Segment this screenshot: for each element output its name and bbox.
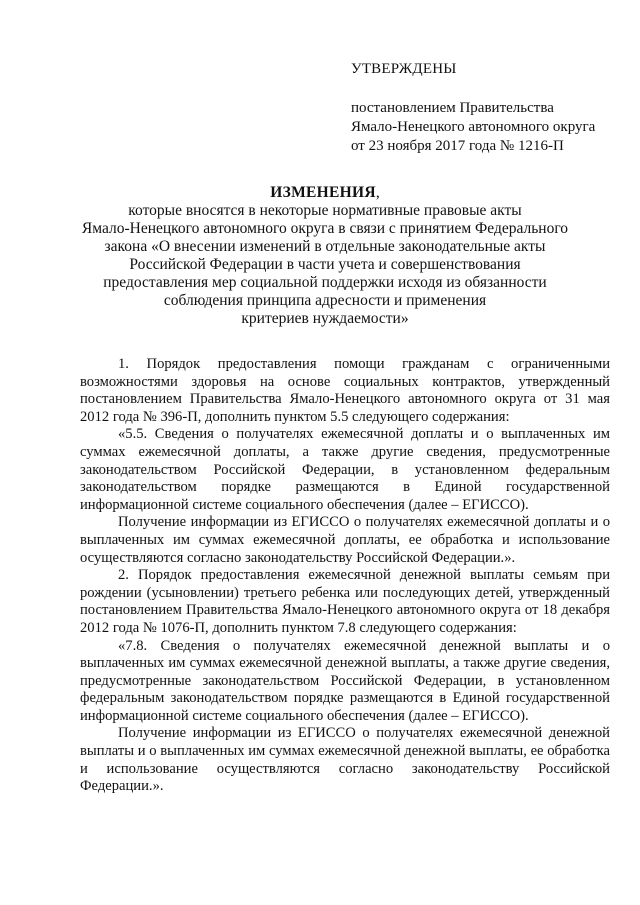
title-subline: предоставления мер социальной поддержки исходя из обязанности bbox=[103, 274, 547, 291]
approval-block bbox=[351, 60, 621, 156]
title-main-suffix: , bbox=[375, 184, 380, 201]
paragraph-egisso-info-1: Получение информации из ЕГИССО о получателях ежемесячной доплаты и о выплаченных им суммах ежемесячной доплаты, ее обработка и использование осуществляются согласно законодательству Российской Федерации.». bbox=[80, 514, 610, 566]
document-title bbox=[60, 184, 590, 328]
title-subline: закона «О внесении изменений в отдельные законодательные акты bbox=[104, 238, 546, 255]
title-subline: соблюдения принципа адресности и применения bbox=[163, 292, 487, 309]
approval-line: от 23 ноября 2017 года № 1216-П bbox=[351, 138, 564, 154]
paragraph-point-7-8: «7.8. Сведения о получателях ежемесячной денежной выплаты и о выплаченных им суммах ежемесячной денежной выплаты, а также другие сведения, предусмотренные законодательством Российской Федерации, в установленном федеральным законодательством порядке размещаются в Единой государственной информационной системе социального обеспечения (далее – ЕГИССО). bbox=[80, 637, 610, 724]
approval-line: постановлением Правительства bbox=[351, 100, 554, 116]
paragraph-item-2: 2. Порядок предоставления ежемесячной денежной выплаты семьям при рождении (усыновлении) третьего ребенка или последующих детей, утвержденный постановлением Правительства Ямало-Ненецкого автономного округа от 18 декабря 2012 года № 1076-П, дополнить пунктом 7.8 следующего содержания: bbox=[80, 567, 610, 636]
title-subline: Ямало-Ненецкого автономного округа в связи с принятием Федерального bbox=[81, 220, 569, 237]
title-subline: критериев нуждаемости» bbox=[241, 310, 409, 327]
paragraph-egisso-info-2: Получение информации из ЕГИССО о получателях ежемесячной денежной выплаты и о выплаченных им суммах ежемесячной денежной выплаты, ее обработка и использование осуществляются согласно законодательству Российской Федерации.». bbox=[80, 725, 610, 795]
title-main-row bbox=[60, 184, 590, 202]
document-body bbox=[80, 356, 610, 796]
approval-heading: УТВЕРЖДЕНЫ bbox=[351, 61, 457, 77]
title-subline: Российской Федерации в части учета и совершенствования bbox=[129, 256, 521, 273]
paragraph-point-5-5: «5.5. Сведения о получателях ежемесячной доплаты и о выплаченных им суммах ежемесячной доплаты, а также другие сведения, предусмотренные законодательством Российской Федерации, в установленном федеральным законодательством порядке размещаются в Единой государственной информационной системе социального обеспечения (далее – ЕГИССО). bbox=[80, 426, 610, 513]
paragraph-item-1: 1. Порядок предоставления помощи гражданам с ограниченными возможностями здоровья на основе социальных контрактов, утвержденный постановлением Правительства Ямало-Ненецкого автономного округа от 31 мая 2012 года № 396-П, дополнить пунктом 5.5 следующего содержания: bbox=[80, 356, 610, 425]
approval-line: Ямало-Ненецкого автономного округа bbox=[351, 119, 596, 135]
title-main: ИЗМЕНЕНИЯ bbox=[270, 184, 376, 201]
title-subline: которые вносятся в некоторые нормативные правовые акты bbox=[128, 202, 522, 219]
